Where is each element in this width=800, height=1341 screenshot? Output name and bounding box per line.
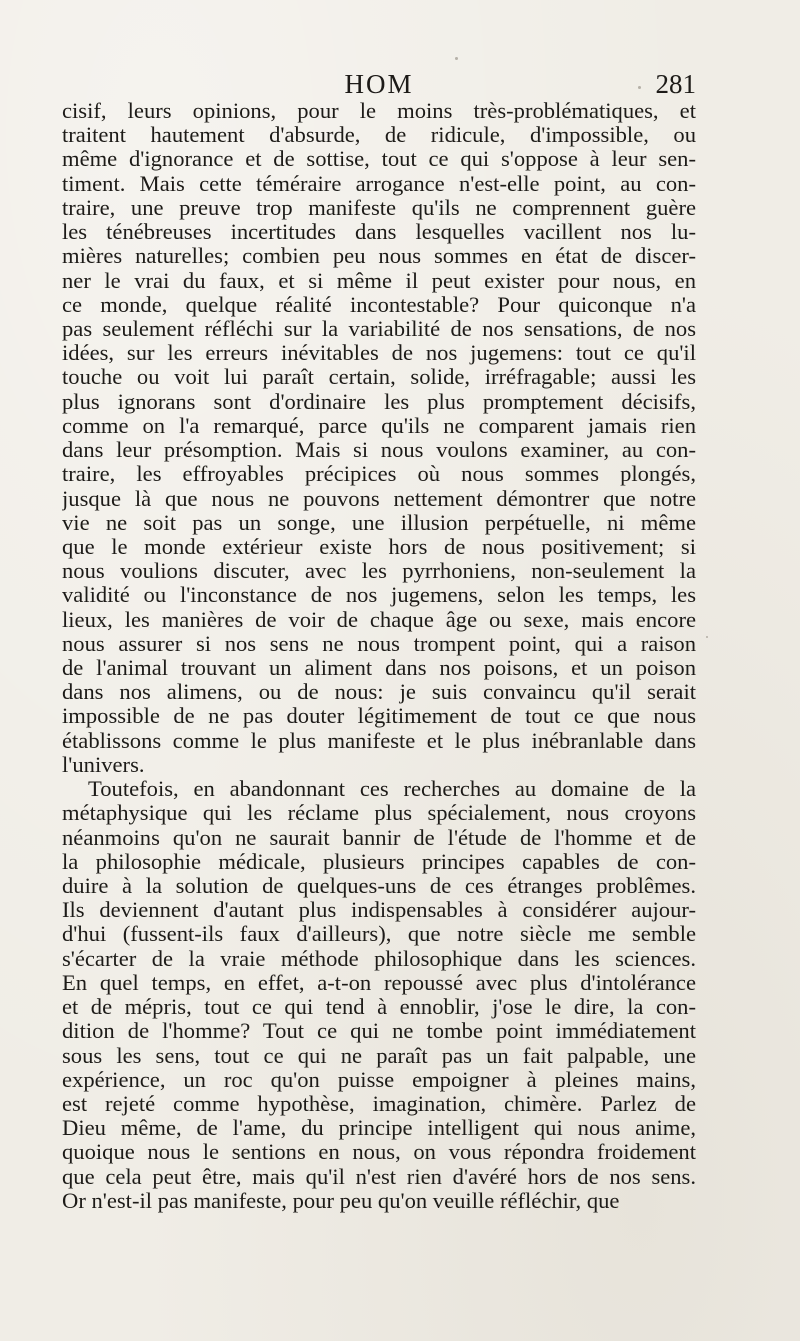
text-line: jusque là que nous ne pouvons nettement démontrer que notre [62, 486, 696, 511]
text-line: l'univers. [62, 752, 145, 777]
text-line: touche ou voit lui paraît certain, solide, irréfragable; aussi les [62, 365, 696, 390]
text-line: établissons comme le plus manifeste et le plus inébranlable dans [62, 728, 696, 753]
paragraph [62, 777, 696, 1213]
text-line: Ils deviennent d'autant plus indispensables à considérer aujour- [62, 898, 696, 923]
text-line: lieux, les manières de voir de chaque âge ou sexe, mais encore [62, 607, 696, 632]
text-line: expérience, un roc qu'on puisse empoigner à pleines mains, [62, 1067, 696, 1092]
running-head: HOM [344, 69, 414, 99]
text-line: métaphysique qui les réclame plus spécialement, nous croyons [62, 801, 696, 826]
text-line: timent. Mais cette téméraire arrogance n'est-elle point, au con- [62, 171, 696, 196]
text-line: Or n'est-il pas manifeste, pour peu qu'on veuille réfléchir, que [62, 1188, 620, 1213]
text-line: vie ne soit pas un songe, une illusion perpétuelle, ni même [62, 510, 696, 535]
text-line: traitent hautement d'absurde, de ridicule, d'impossible, ou [62, 123, 696, 148]
text-line: En quel temps, en effet, a-t-on repoussé avec plus d'intolérance [62, 970, 696, 995]
text-line: nous voulions discuter, avec les pyrrhoniens, non-seulement la [62, 559, 696, 584]
text-line: mières naturelles; combien peu nous sommes en état de discer- [62, 244, 696, 269]
text-line: dition de l'homme? Tout ce qui ne tombe point immédiatement [62, 1019, 696, 1044]
text-line: Dieu même, de l'ame, du principe intelligent qui nous anime, [62, 1116, 696, 1141]
paper-speck [455, 57, 458, 60]
text-line: validité ou l'inconstance de nos jugemens, selon les temps, les [62, 583, 696, 608]
text-line: que cela peut être, mais qu'il n'est rien d'avéré hors de nos sens. [62, 1164, 696, 1189]
page-number: 281 [655, 69, 696, 99]
paper-speck [706, 636, 708, 638]
text-line: sous les sens, tout ce qui ne paraît pas un fait palpable, une [62, 1043, 696, 1068]
text-line: d'hui (fussent-ils faux d'ailleurs), que notre siècle me semble [62, 922, 696, 947]
body-text [62, 99, 696, 1213]
text-line: est rejeté comme hypothèse, imagination, chimère. Parlez de [62, 1091, 696, 1116]
text-line: traire, une preuve trop manifeste qu'ils ne comprennent guère [62, 195, 696, 220]
paragraph [62, 99, 696, 777]
page-header [62, 68, 696, 100]
text-line: comme on l'a remarqué, parce qu'ils ne comparent jamais rien [62, 413, 696, 438]
text-line: impossible de ne pas douter légitimement de tout ce que nous [62, 704, 696, 729]
paper-speck [638, 86, 641, 89]
text-line: idées, sur les erreurs inévitables de nos jugemens: tout ce qu'il [62, 341, 696, 366]
text-line: plus ignorans sont d'ordinaire les plus promptement décisifs, [62, 389, 696, 414]
text-line: s'écarter de la vraie méthode philosophique dans les sciences. [62, 946, 696, 971]
text-line: ner le vrai du faux, et si même il peut exister pour nous, en [62, 268, 696, 293]
text-line: traire, les effroyables précipices où nous sommes plongés, [62, 462, 696, 487]
text-line: néanmoins qu'on ne saurait bannir de l'étude de l'homme et de [62, 825, 696, 850]
text-line: de l'animal trouvant un aliment dans nos poisons, et un poison [62, 656, 696, 681]
text-line: et de mépris, tout ce qui tend à ennoblir, j'ose le dire, la con- [62, 995, 696, 1020]
text-line: ce monde, quelque réalité incontestable? Pour quiconque n'a [62, 292, 696, 317]
text-line: même d'ignorance et de sottise, tout ce qui s'oppose à leur sen- [62, 147, 696, 172]
text-line: duire à la solution de quelques-uns de ces étranges problêmes. [62, 874, 696, 898]
text-line: les ténébreuses incertitudes dans lesquelles vacillent nos lu- [62, 220, 696, 245]
text-line: dans nos alimens, ou de nous: je suis convaincu qu'il serait [62, 680, 696, 705]
text-line: cisif, leurs opinions, pour le moins très-problématiques, et [62, 99, 696, 123]
text-line: que le monde extérieur existe hors de nous positivement; si [62, 534, 696, 559]
text-line: la philosophie médicale, plusieurs principes capables de con- [62, 849, 696, 874]
text-line: pas seulement réfléchi sur la variabilité de nos sensations, de nos [62, 316, 696, 341]
text-line: quoique nous le sentions en nous, on vous répondra froidement [62, 1140, 696, 1165]
text-line: Toutefois, en abandonnant ces recherches au domaine de la [88, 777, 696, 802]
text-line: dans leur présomption. Mais si nous voulons examiner, au con- [62, 438, 696, 463]
text-line: nous assurer si nos sens ne nous trompent point, qui a raison [62, 631, 696, 656]
